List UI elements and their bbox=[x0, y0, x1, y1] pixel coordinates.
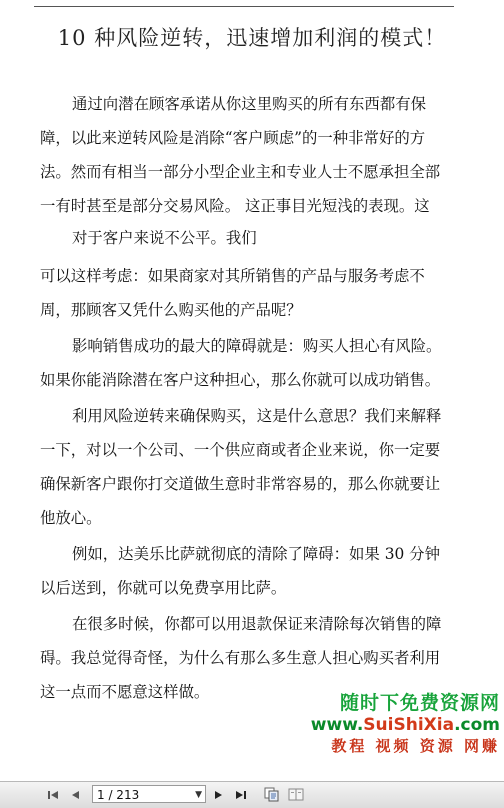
text-line: 一有时甚至是部分交易风险。 这正事目光短浅的表现。这 bbox=[40, 197, 430, 215]
text-line: 例如，达美乐比萨就彻底的清除了障碍：如果 30 分钟 bbox=[72, 545, 440, 563]
text-line: 影响销售成功的最大的障碍就是：购买人担心有风险。 bbox=[72, 337, 442, 355]
text-line: 确保新客户跟你打交道做生意时非常容易的，那么你就要让 bbox=[40, 475, 441, 493]
text-line: 他放心。 bbox=[40, 509, 102, 527]
watermark-url-prefix: www. bbox=[310, 715, 364, 735]
text-line: 可以这样考虑：如果商家对其所销售的产品与服务考虑不 bbox=[40, 267, 425, 285]
text-line: 如果你能消除潜在客户这种担心，那么你就可以成功销售。 bbox=[40, 371, 441, 389]
text-line: 周，那顾客又凭什么购买他的产品呢？ bbox=[40, 301, 302, 319]
page-indicator[interactable] bbox=[92, 785, 206, 803]
watermark-url-suffix: .com bbox=[454, 715, 500, 735]
site-watermark bbox=[311, 688, 500, 756]
watermark-line-3: 教程 视频 资源 网赚 bbox=[331, 737, 500, 755]
first-page-icon[interactable] bbox=[46, 788, 60, 802]
text-line: 利用风险逆转来确保购买，这是什么意思？我们来解释 bbox=[72, 407, 442, 425]
text-line: 障，以此来逆转风险是消除“客户顾虑”的一种非常好的方 bbox=[40, 129, 426, 147]
text-line: 法。然而有相当一部分小型企业主和专业人士不愿承担全部 bbox=[40, 163, 441, 181]
text-line: 对于客户来说不公平。我们 bbox=[72, 229, 257, 247]
text-line: 通过向潜在顾客承诺从你这里购买的所有东西都有保 bbox=[72, 95, 426, 113]
text-line: 这一点而不愿意这样做。 bbox=[40, 683, 210, 701]
top-rule bbox=[34, 6, 454, 7]
text-line: 碍。我总觉得奇怪，为什么有那么多生意人担心购买者利用 bbox=[40, 649, 441, 667]
text-line: 一下，对以一个公司、一个供应商或者企业来说，你一定要 bbox=[40, 441, 441, 459]
chevron-down-icon: ▼ bbox=[195, 790, 202, 800]
text-line: 在很多时候，你都可以用退款保证来清除每次销售的障 bbox=[72, 615, 442, 633]
watermark-line-1: 随时下免费资源网 bbox=[339, 692, 500, 714]
copy-page-icon[interactable] bbox=[264, 787, 280, 802]
last-page-icon[interactable] bbox=[234, 788, 248, 802]
document-title: 10 种风险逆转，迅速增加利润的模式！ bbox=[57, 26, 447, 50]
prev-page-icon[interactable] bbox=[68, 788, 82, 802]
watermark-line-2 bbox=[311, 715, 500, 735]
text-line: 以后送到，你就可以免费享用比萨。 bbox=[40, 579, 287, 597]
viewer-toolbar bbox=[0, 781, 504, 808]
watermark-url-brand: SuiShiXia bbox=[363, 715, 455, 735]
next-page-icon[interactable] bbox=[212, 788, 226, 802]
view-mode-icon[interactable] bbox=[288, 787, 304, 802]
page-indicator-text: 1 / 213 bbox=[97, 788, 140, 802]
